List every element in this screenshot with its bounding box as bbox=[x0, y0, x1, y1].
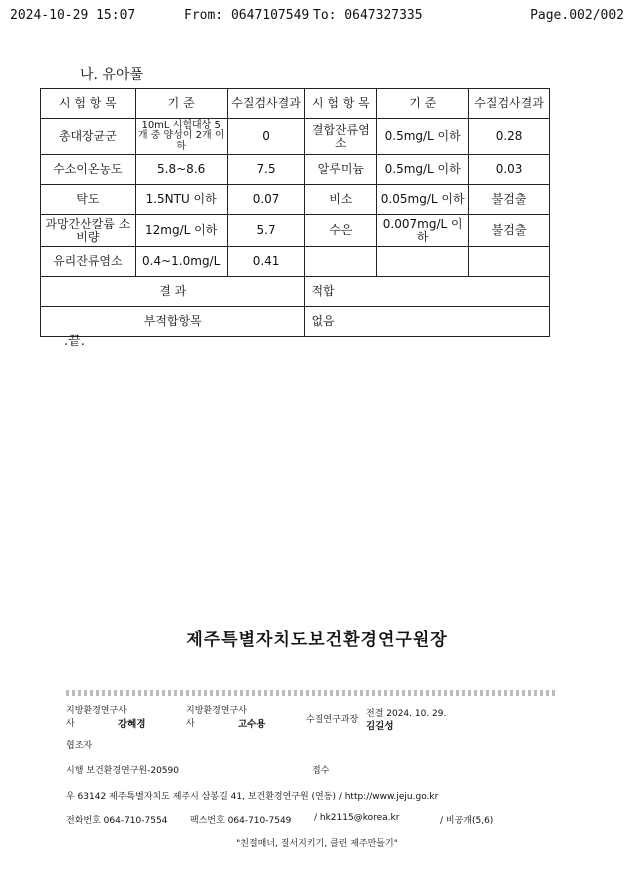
approver3-name: 김길성 bbox=[366, 721, 394, 732]
table-cell: 5.7 bbox=[227, 215, 305, 247]
table-row bbox=[41, 215, 550, 247]
table-cell bbox=[377, 247, 469, 277]
approver2-title: 지방환경연구사 bbox=[186, 706, 247, 716]
table-cell: 0.05mg/L 이하 bbox=[377, 185, 469, 215]
address-line: 우 63142 제주특별자치도 제주시 삼봉길 41, 보건환경연구원 (연동) / http://www.jeju.go.kr bbox=[66, 792, 439, 802]
table-cell: 0.007mg/L 이하 bbox=[377, 215, 469, 247]
table-row bbox=[41, 119, 550, 155]
approver1-prefix: 사 bbox=[66, 719, 75, 729]
receive-label: 접수 bbox=[312, 766, 330, 776]
table-row bbox=[41, 185, 550, 215]
approver1-name: 강혜경 bbox=[118, 719, 146, 730]
unfit-row bbox=[41, 307, 550, 337]
table-row bbox=[41, 155, 550, 185]
slogan: "친절매너, 질서지키기, 클린 제주만들기" bbox=[236, 839, 398, 849]
end-mark: .끝. bbox=[64, 334, 85, 349]
table-cell: 결합잔류염소 bbox=[305, 119, 377, 155]
approval-divider bbox=[66, 690, 556, 696]
table-cell: 과망간산칼륨 소비량 bbox=[41, 215, 136, 247]
approver1-title: 지방환경연구사 bbox=[66, 706, 127, 716]
table-cell: 비소 bbox=[305, 185, 377, 215]
table-cell: 0.41 bbox=[227, 247, 305, 277]
approver3-date: 전결 2024. 10. 29. bbox=[366, 709, 447, 719]
phone-number: 전화번호 064-710-7554 bbox=[66, 816, 168, 826]
table-cell: 1.5NTU 이하 bbox=[135, 185, 227, 215]
section-title: 나. 유아풀 bbox=[80, 67, 143, 83]
enforce-number: 시행 보건환경연구원-20590 bbox=[66, 766, 179, 776]
table-cell bbox=[469, 247, 550, 277]
result-value: 적합 bbox=[305, 277, 550, 307]
table-cell: 0.03 bbox=[469, 155, 550, 185]
unfit-label: 부적합항목 bbox=[41, 307, 305, 337]
results-table bbox=[40, 88, 550, 337]
table-cell: 0 bbox=[227, 119, 305, 155]
table-cell: 12mg/L 이하 bbox=[135, 215, 227, 247]
fax-from: From: 0647107549 bbox=[184, 8, 310, 23]
approver2-prefix: 사 bbox=[186, 719, 195, 729]
fax-datetime: 2024-10-29 15:07 bbox=[10, 8, 136, 23]
table-cell: 0.5mg/L 이하 bbox=[377, 119, 469, 155]
table-cell: 0.07 bbox=[227, 185, 305, 215]
table-cell: 7.5 bbox=[227, 155, 305, 185]
table-cell: 5.8~8.6 bbox=[135, 155, 227, 185]
table-cell: 알루미늄 bbox=[305, 155, 377, 185]
header-cell: 기 준 bbox=[377, 89, 469, 119]
approver2-name: 고수용 bbox=[238, 719, 266, 730]
header-cell: 기 준 bbox=[135, 89, 227, 119]
table-cell bbox=[305, 247, 377, 277]
table-cell: 불검출 bbox=[469, 185, 550, 215]
result-label: 결 과 bbox=[41, 277, 305, 307]
header-cell: 시 험 항 목 bbox=[41, 89, 136, 119]
fax-to: To: 0647327335 bbox=[313, 8, 423, 23]
table-cell: 0.5mg/L 이하 bbox=[377, 155, 469, 185]
cooperator-label: 협조자 bbox=[66, 741, 93, 751]
organization-title: 제주특별자치도보건환경연구원장 bbox=[186, 630, 448, 650]
fax-page: Page.002/002 bbox=[530, 8, 624, 23]
table-cell: 수은 bbox=[305, 215, 377, 247]
table-cell: 탁도 bbox=[41, 185, 136, 215]
disclosure-status: / 비공개(5,6) bbox=[440, 816, 494, 826]
table-cell: 총대장균군 bbox=[41, 119, 136, 155]
table-row bbox=[41, 247, 550, 277]
result-row bbox=[41, 277, 550, 307]
header-cell: 수질검사결과 bbox=[469, 89, 550, 119]
unfit-value: 없음 bbox=[305, 307, 550, 337]
email-address: / hk2115@korea.kr bbox=[314, 813, 400, 823]
approver3-title: 수질연구과장 bbox=[306, 715, 359, 725]
table-cell: 0.4~1.0mg/L bbox=[135, 247, 227, 277]
table-cell: 수소이온농도 bbox=[41, 155, 136, 185]
table-header-row bbox=[41, 89, 550, 119]
fax-number: 팩스번호 064-710-7549 bbox=[190, 816, 292, 826]
table-cell: 불검출 bbox=[469, 215, 550, 247]
table-cell: 유리잔류염소 bbox=[41, 247, 136, 277]
header-cell: 시 험 항 목 bbox=[305, 89, 377, 119]
fax-header bbox=[10, 8, 624, 28]
table-cell: 10mL 시험대상 5개 중 양성이 2개 이하 bbox=[135, 119, 227, 155]
table-cell: 0.28 bbox=[469, 119, 550, 155]
header-cell: 수질검사결과 bbox=[227, 89, 305, 119]
